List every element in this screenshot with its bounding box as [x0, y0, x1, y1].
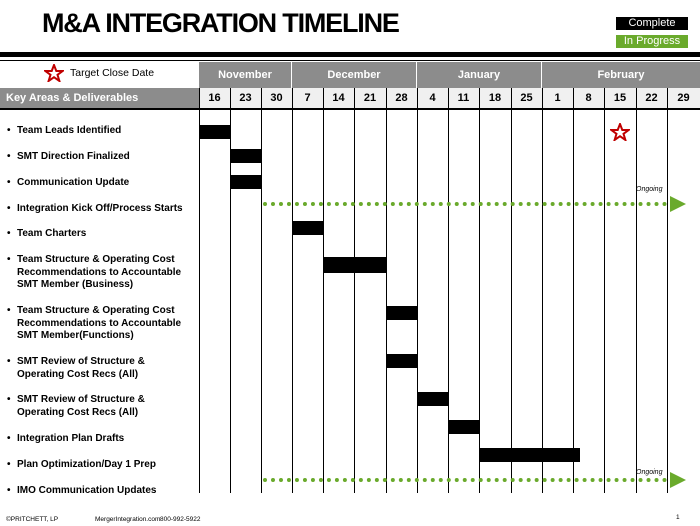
header-divider	[0, 108, 700, 110]
grid-line	[386, 88, 387, 493]
task-label: • Communication Update	[7, 177, 129, 190]
target-close-legend	[44, 64, 154, 82]
legend-complete: Complete	[616, 17, 688, 30]
complete-bar	[479, 448, 580, 462]
grid-line	[511, 88, 512, 493]
grid-line	[636, 88, 637, 493]
complete-bar	[417, 392, 449, 406]
month-february: February	[542, 62, 700, 88]
title-divider	[0, 52, 700, 57]
footer-phone: 800-992-5922	[160, 516, 201, 523]
arrow-right-icon	[670, 472, 686, 488]
complete-bar	[386, 354, 418, 368]
week-label: 23	[230, 88, 261, 108]
target-close-star-icon	[610, 123, 630, 141]
task-label: • SMT Direction Finalized	[7, 151, 130, 164]
task-label: • Team Charters	[7, 228, 86, 241]
grid-line	[323, 88, 324, 493]
task-label: • SMT Review of Structure & Operating Cost Recs (All)	[7, 356, 145, 381]
footer-website[interactable]: MergerIntegration.com	[95, 516, 161, 523]
week-label: 29	[667, 88, 700, 108]
complete-bar	[323, 257, 386, 273]
grid-line	[417, 88, 418, 493]
grid-line	[604, 88, 605, 493]
complete-bar	[230, 175, 262, 189]
week-label: 16	[199, 88, 230, 108]
footer-company: ©PRITCHETT, LP	[6, 516, 59, 523]
ongoing-label: Ongoing	[636, 186, 663, 193]
grid-line	[667, 88, 668, 493]
ongoing-label: Ongoing	[636, 469, 663, 476]
arrow-right-icon	[670, 196, 686, 212]
grid-line	[199, 88, 200, 493]
week-label: 14	[323, 88, 354, 108]
complete-bar	[199, 125, 231, 139]
month-november: November	[199, 62, 292, 88]
week-label: 7	[292, 88, 323, 108]
week-label: 25	[511, 88, 542, 108]
task-label: • Team Leads Identified	[7, 125, 121, 138]
week-label: 15	[604, 88, 636, 108]
week-label: 8	[573, 88, 604, 108]
page-title: M&A INTEGRATION TIMELINE	[42, 8, 399, 38]
title-divider-thin	[0, 60, 700, 61]
week-label: 30	[261, 88, 292, 108]
task-label: • Team Structure & Operating Cost Recommendations to Accountable SMT Member(Functions)	[7, 305, 181, 343]
target-star-icon	[44, 64, 64, 82]
week-label: 22	[636, 88, 667, 108]
week-label: 18	[479, 88, 511, 108]
target-close-label: Target Close Date	[70, 67, 155, 79]
grid-line	[573, 88, 574, 493]
grid-line	[292, 88, 293, 493]
key-areas-header: Key Areas & Deliverables	[0, 88, 199, 108]
page-number: 1	[676, 514, 680, 521]
week-label: 4	[417, 88, 448, 108]
in-progress-dots	[263, 202, 667, 206]
month-december: December	[292, 62, 417, 88]
legend-in-progress: In Progress	[616, 35, 688, 48]
week-label: 11	[448, 88, 479, 108]
grid-line	[542, 88, 543, 493]
in-progress-dots	[263, 478, 667, 482]
month-january: January	[417, 62, 542, 88]
complete-bar	[386, 306, 418, 320]
complete-bar	[230, 149, 262, 163]
task-label: • Plan Optimization/Day 1 Prep	[7, 459, 156, 472]
task-label: • Integration Plan Drafts	[7, 433, 124, 446]
week-label: 28	[386, 88, 417, 108]
grid-line	[354, 88, 355, 493]
week-label: 21	[354, 88, 386, 108]
week-label: 1	[542, 88, 573, 108]
complete-bar	[292, 221, 324, 235]
complete-bar	[448, 420, 480, 434]
task-label: • IMO Communication Updates	[7, 485, 156, 498]
task-label: • Team Structure & Operating Cost Recommendations to Accountable SMT Member (Business)	[7, 254, 181, 292]
task-label: • Integration Kick Off/Process Starts	[7, 203, 183, 216]
task-label: • SMT Review of Structure & Operating Cost Recs (All)	[7, 394, 145, 419]
